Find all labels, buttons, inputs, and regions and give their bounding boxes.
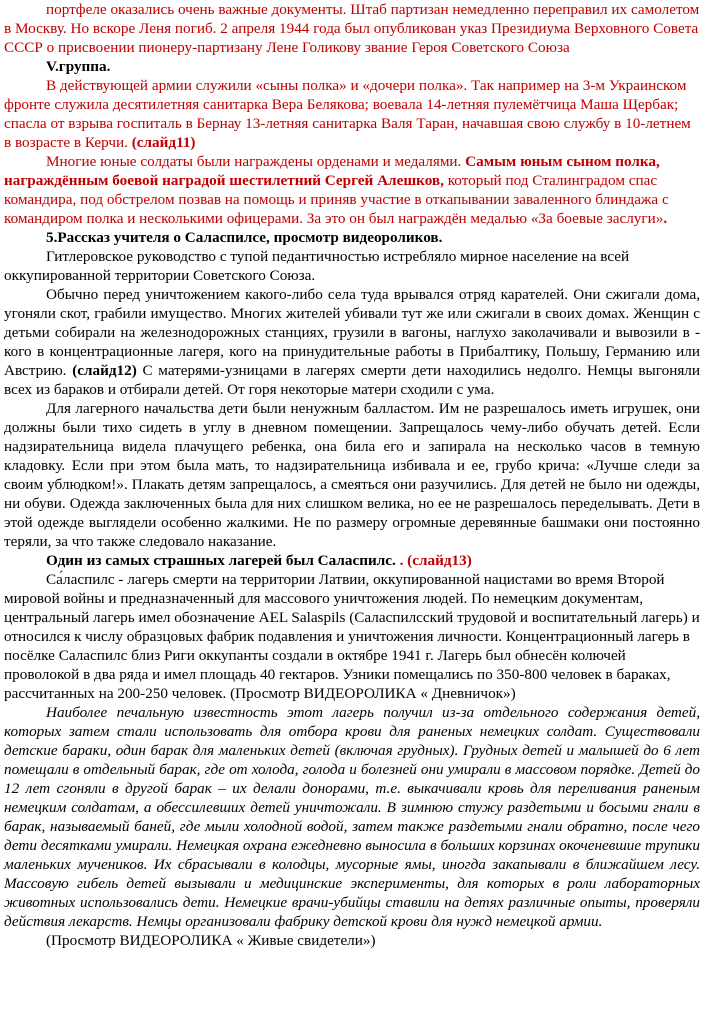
paragraph-video-witnesses <box>4 931 700 950</box>
heading-group-5 <box>4 57 700 76</box>
slide-ref-13: (слайд13) <box>407 552 472 569</box>
paragraph-blood-donors-text: Наиболее печальную известность этот лагерь получил из-за отдельного содержания детей, которых затем стали использовать для отбора крови для раненых немецких солдат. Существовали детские бараки, один барак для маленьких детей (включая грудных). Грудных детей и малышей до 6 лет помещали в отдельный барак, где от холода, голода и болезней они умирали в массовом порядке. Детей до 12 лет сгоняли в другой барак – их делали донорами, т.е. выкачивали кровь для переливания раненым немецким солдатам, а обессилевших детей уничтожали. В зимнюю стужу раздетыми и босыми гнали в барак, называемый баней, где мыли холодной водой, затем также раздетыми гнали обратно, после чего дети десятками умирали. Немецкая охрана ежедневно выносила в больших корзинах окоченевшие трупики маленьких мучеников. Их сбрасывали в колодцы, мусорные ямы, иногда закапывали в ближайшем лесу. Массовую гибель детей вызывали и медицинские эксперименты, для которых в роли лабораторных животных использовались дети. Немецкие врачи-убийцы ставили на детях различные опыты, проверяли действия лекарств. Немцы организовали фабрику детской крови для нужд немецкой армии. <box>4 704 700 930</box>
paragraph-nazi-leadership-text: Гитлеровское руководство с тупой педантичностью истребляло мирное население на всей оккупированной территории Советского Союза. <box>4 248 630 284</box>
paragraph-aleshkov-intro: Многие юные солдаты были награждены орденами и медалями. <box>46 153 462 170</box>
heading-section-5-text: 5.Рассказ учителя о Саласпилсе, просмотр видеороликов. <box>46 229 443 246</box>
heading-salaspils <box>4 551 700 570</box>
slide-ref-11: (слайд11) <box>131 134 196 151</box>
paragraph-punitive-squad-rest: С матерями-узницами в лагерях смерти дети находились недолго. Немцы выгоняли всех из бараков и отбирали детей. От горя некоторые матери сходили с ума. <box>4 362 701 398</box>
paragraph-sons-of-regiment <box>4 76 700 152</box>
paragraph-camp-children-text: Для лагерного начальства дети были ненужным балластом. Им не разрешалось иметь игрушек, они должны были тихо сидеть в углу в дневном помещении. Запрещалось чему-либо обучать детей. Если надзирательница видела плачущего ребенка, она била его и запирала на несколько часов в темную кладовку. Если при этом была мать, то надзирательница избивала и ее, грубо крича: «Лучше следи за своим ублюдком!». Плакать детям запрещалось, а смеяться они разучились. Для детей не было ни одежды, ни обуви. Одежда заключенных была для них слишком велика, но ее не разрешалось переделывать. Дети в этой одежде выглядели особенно жалкими. Не по размеру огромные деревянные башмаки они постоянно теряли, за что также следовало наказание. <box>4 400 700 550</box>
paragraph-salaspils-description <box>4 570 700 703</box>
heading-salaspils-dot: . <box>395 552 408 569</box>
paragraph-golikov <box>4 0 700 57</box>
paragraph-video-witnesses-text: (Просмотр ВИДЕОРОЛИКА « Живые свидетели») <box>46 932 376 949</box>
paragraph-salaspils-description-text: Са́ласпилс - лагерь смерти на территории Латвии, оккупированной нацистами во время Второй мировой войны и предназначенный для массового уничтожения людей. По немецким документам, центральный лагерь имел обозначение AEL Salaspils (Саласпилсский трудовой и воспитательный лагерь) и относился к числу образцовых фабрик подавления и уничтожения личности. Концентрационный лагерь в посёлке Саласпилс близ Риги оккупанты создали в октябре 1941 г. Лагерь был обнесён колючей проволокой в два ряда и имел площадь 40 гектаров. Узники помещались по 350-800 человек в бараках, рассчитанных на 200-250 человек. (Просмотр ВИДЕОРОЛИКА « Дневничок») <box>4 571 700 702</box>
paragraph-aleshkov-bold: Самым юным сыном полка, награждённым боевой наградой шестилетний Сергей Алешков, <box>4 153 660 189</box>
heading-section-5 <box>4 228 700 247</box>
heading-salaspils-text: Один из самых страшных лагерей был Саласпилс. <box>46 552 396 569</box>
paragraph-aleshkov <box>4 152 700 228</box>
paragraph-aleshkov-rest: который под Сталинградом спас командира, под обстрелом позвав на помощь и приняв участие в откапывании заваленного блиндажа с командиром полка и несколькими офицерами. За это он был награждён медалью «За боевые заслуги» <box>4 172 669 227</box>
paragraph-nazi-leadership <box>4 247 700 285</box>
paragraph-aleshkov-dot: . <box>663 210 668 227</box>
slide-ref-12: (слайд12) <box>72 362 137 379</box>
paragraph-golikov-text: портфеле оказались очень важные документы. Штаб партизан немедленно переправил их самолетом в Москву. Но вскоре Леня погиб. 2 апреля 1944 года был опубликован указ Президиума Верховного Совета СССР о присвоении пионеру-партизану Лене Голикову звание Героя Советского Союза <box>4 1 700 56</box>
paragraph-blood-donors <box>4 703 700 931</box>
heading-group-5-text: V.группа. <box>46 58 111 75</box>
paragraph-camp-children <box>4 399 700 551</box>
paragraph-sons-of-regiment-text: В действующей армии служили «сыны полка» и «дочери полка». Так например на 3-м Украинском фронте служила десятилетняя санитарка Вера Белякова; воевала 14-летняя пулемётчица Маша Щербак; спасла от взрыва госпиталь в Бернау 13-летняя санитарка Валя Таран, начавшая свою службу в 10-летнем в возрасте в Керчи. <box>4 77 691 151</box>
paragraph-punitive-squad-text: Обычно перед уничтожением какого-либо села туда врывался отряд карателей. Они сжигали дома, угоняли скот, грабили имущество. Многих жителей убивали тут же или сжигали в своих домах. Женщин с детьми собирали на железнодорожных станциях, грузили в вагоны, наглухо заколачивали и вывозили в - кого в концентрационные лагеря, кого на принудительные работы в Прибалтику, Польшу, Германию или Австрию. <box>4 286 700 379</box>
paragraph-punitive-squad <box>4 285 700 399</box>
